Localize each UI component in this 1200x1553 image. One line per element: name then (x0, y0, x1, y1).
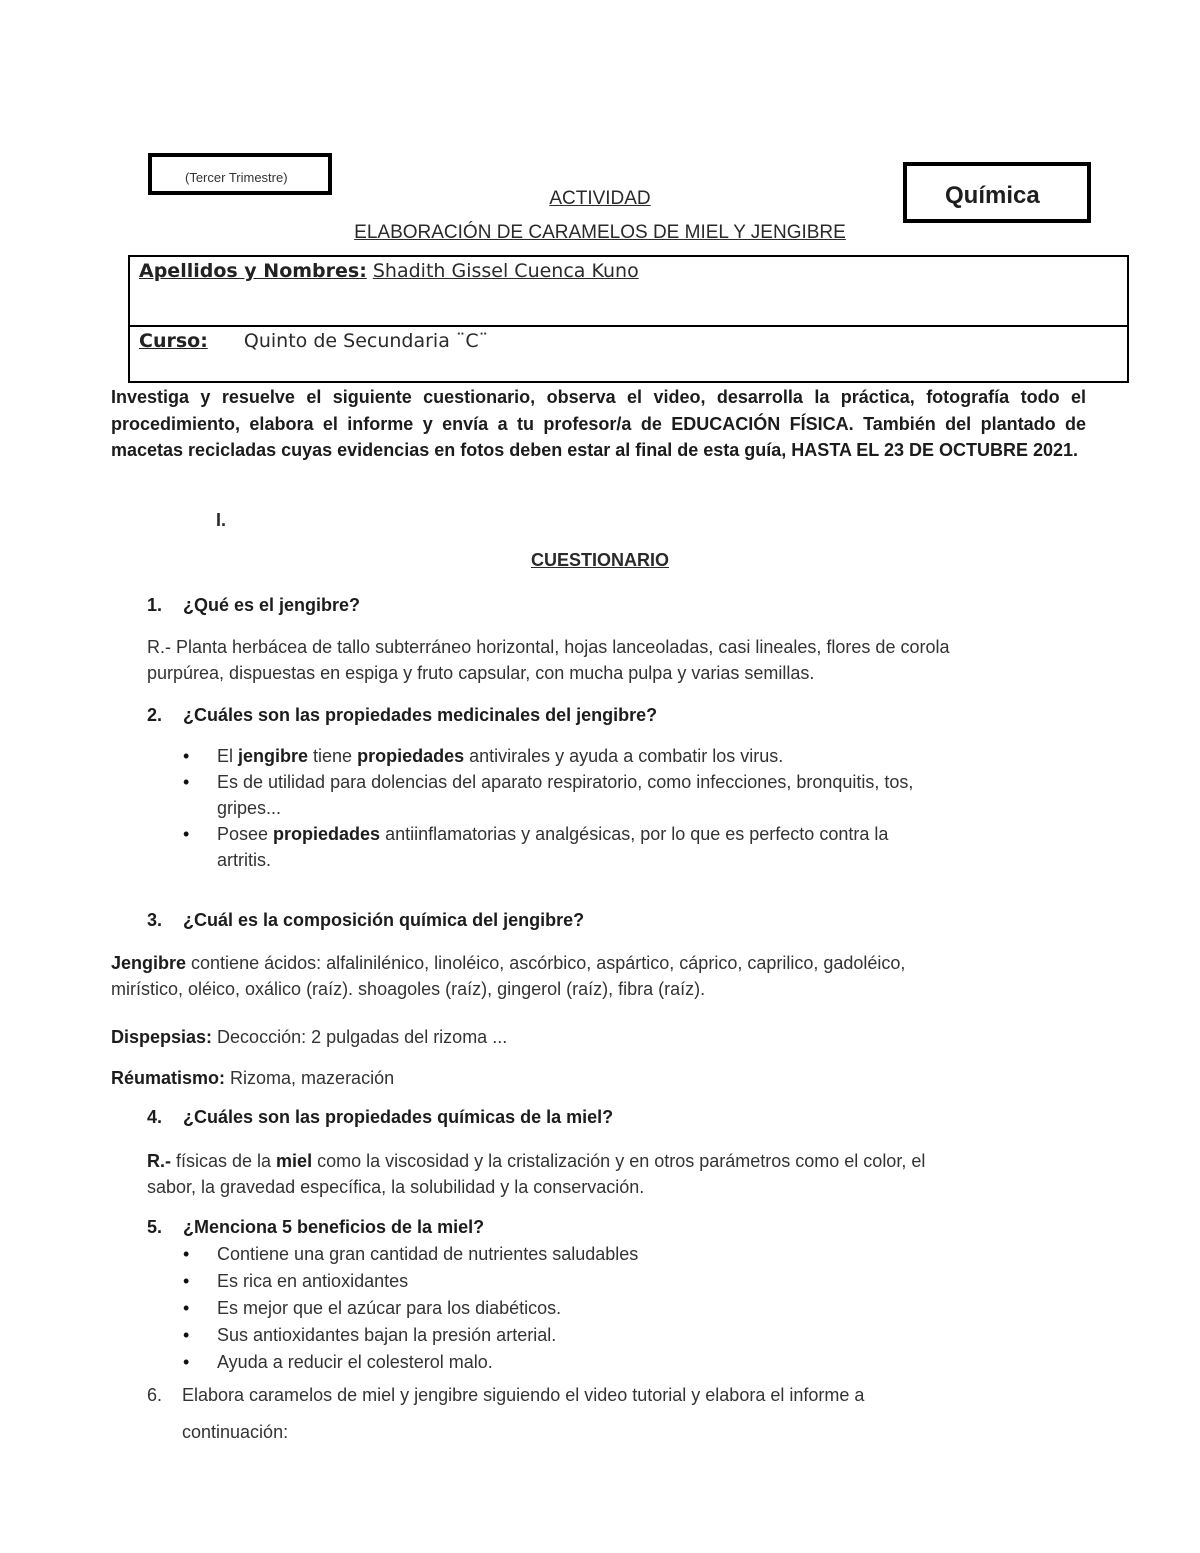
answer-3-composition: Jengibre contiene ácidos: alfalinilénico, linoléico, ascórbico, aspártico, cáprico, caprilico, gadoléico, mirístico, oléico, oxálico (raíz). shoagoles (raíz), gingerol (raíz), fibra (raíz). (111, 953, 906, 999)
section-numeral: I. (216, 510, 227, 530)
activity-heading: ACTIVIDAD (549, 188, 651, 209)
list-item: • Ayuda a reducir el colesterol malo. (145, 1349, 1105, 1376)
answer-4: R.- físicas de la miel como la viscosidad y la cristalización y en otros parámetros como el color, el sabor, la gravedad específica, la solubilidad y la conservación. (147, 1151, 926, 1197)
list-item: • El jengibre tiene propiedades antivirales y ayuda a combatir los virus. (145, 743, 1105, 769)
list-item: • Es de utilidad para dolencias del aparato respiratorio, como infecciones, bronquitis, tos, gripes... (145, 769, 1105, 821)
course-value: Quinto de Secundaria ¨C¨ (243, 330, 489, 352)
course-row (139, 330, 488, 352)
list-item: • Es rica en antioxidantes (145, 1268, 1105, 1295)
section-title: CUESTIONARIO (530, 550, 669, 570)
question-6: 6. Elabora caramelos de miel y jengibre siguiendo el video tutorial y elabora el informe a continuación: (147, 1385, 865, 1442)
name-label: Apellidos y Nombres: (139, 260, 367, 282)
answer-2-list (145, 743, 1105, 873)
table-divider (130, 325, 1127, 327)
answer-1: R.- Planta herbácea de tallo subterráneo horizontal, hojas lanceoladas, casi lineales, flores de corola purpúrea, dispuestas en espiga y fruto capsular, con mucha pulpa y varias semillas. (147, 637, 950, 683)
trimester-label: (Tercer Trimestre) (185, 170, 288, 185)
list-item: • Posee propiedades antiinflamatorias y analgésicas, por lo que es perfecto contra la artritis. (145, 821, 1105, 873)
course-label: Curso: (139, 330, 208, 352)
document-title: ELABORACIÓN DE CARAMELOS DE MIEL Y JENGIBRE (354, 222, 846, 243)
dyspepsia-line: Dispepsias: Decocción: 2 pulgadas del rizoma ... (111, 1027, 508, 1047)
instructions-paragraph: Investiga y resuelve el siguiente cuestionario, observa el video, desarrolla la práctica, fotografía todo el procedimiento, elabora el informe y envía a tu profesor/a de EDUCACIÓN FÍSICA. También del plantado de macetas recicladas cuyas evidencias en fotos deben estar al final de esta guía, HASTA EL 23 DE OCTUBRE 2021. (111, 387, 1086, 460)
student-info-table (128, 255, 1129, 383)
subject-label: Química (945, 182, 1040, 209)
list-item: • Sus antioxidantes bajan la presión arterial. (145, 1322, 1105, 1349)
list-item: • Es mejor que el azúcar para los diabéticos. (145, 1295, 1105, 1322)
rheumatism-line: Réumatismo: Rizoma, mazeración (111, 1068, 395, 1088)
list-item: • Contiene una gran cantidad de nutrientes saludables (145, 1241, 1105, 1268)
name-value: Shadith Gissel Cuenca Kuno (372, 260, 639, 282)
name-row (139, 260, 639, 282)
answer-5-list (145, 1241, 1105, 1376)
